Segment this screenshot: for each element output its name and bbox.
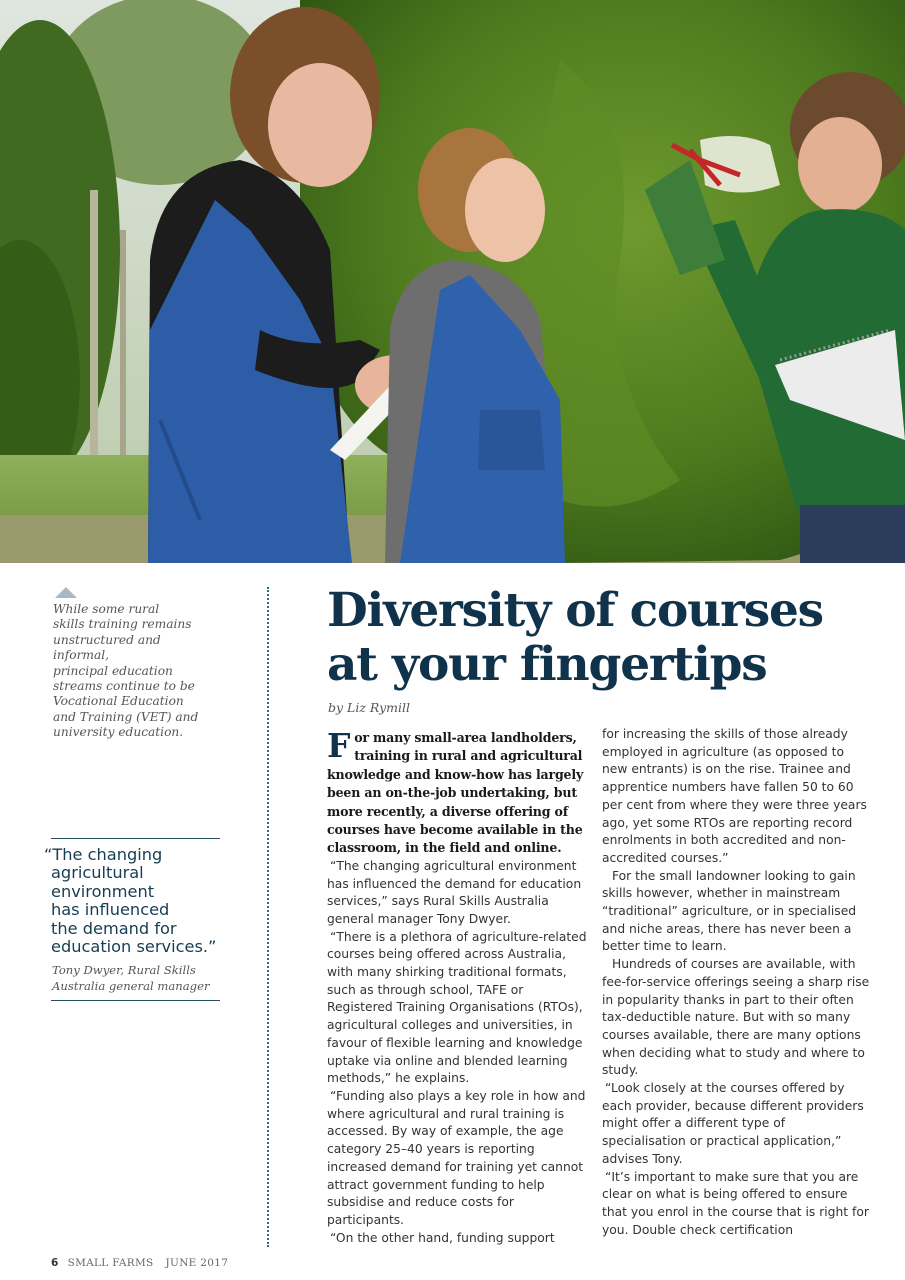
headline-line: Diversity of courses (327, 583, 823, 638)
body-paragraph: “On the other hand, funding support (330, 1230, 555, 1245)
caption-line: While some rural (53, 602, 160, 616)
attribution-line: Australia general manager (52, 978, 210, 993)
pullquote-line: “The changing (44, 845, 163, 864)
article-column-1 (327, 726, 587, 1247)
magazine-name: SMALL FARMS (67, 1257, 154, 1269)
body-paragraph: “It’s important to make sure that you are clear on what is being offered to ensure that you enrol in the course that is right for you. Double check certification (602, 1169, 869, 1237)
issue-date: JUNE 2017 (165, 1257, 229, 1269)
headline-line: at your fingertips (327, 637, 767, 692)
byline: by Liz Rymill (328, 700, 410, 715)
caption-line: university education. (53, 725, 184, 740)
page-number: 6 (51, 1257, 59, 1269)
caption-line: skills training remains (53, 617, 192, 632)
photo-illustration-icon (0, 0, 905, 563)
body-paragraph: “Funding also plays a key role in how and where agricultural and rural training is accessed. By way of example, the age category 25–40 years is reporting increased demand for training yet cannot attract government funding to help subsidise and reduce costs for participants. (327, 1088, 586, 1227)
column-divider (267, 587, 269, 1247)
hero-photo (0, 0, 905, 563)
pullquote (44, 846, 234, 956)
pullquote-bottom-rule (51, 1000, 220, 1001)
body-paragraph: “There is a plethora of agriculture-related courses being offered across Australia, with many shirking traditional formats, such as through school, TAFE or Registered Training Organisations (RTOs), agricultural colleges and universities, in favour of flexible learning and knowledge uptake via online and blended learning methods,” he explains. (327, 929, 587, 1086)
attribution-line: Tony Dwyer, Rural Skills (52, 963, 196, 977)
body-paragraph: “The changing agricultural environment has influenced the demand for education services,” says Rural Skills Australia general manager Tony Dwyer. (327, 858, 582, 926)
caption-line: principal education (53, 663, 173, 678)
pullquote-line: education services.” (51, 937, 217, 957)
body-paragraph: for increasing the skills of those already employed in agriculture (as opposed to new entrants) is on the rise. Trainee and apprentice numbers have fallen 50 to 60 per cent from where they were three years ago, yet some RTOs are reporting record enrolments in both accredited and non-accredited courses.” (602, 727, 867, 865)
caption-line: unstructured and informal, (53, 632, 161, 663)
pullquote-line: the demand for (51, 918, 177, 938)
caption-line: and Training (VET) and (53, 709, 199, 724)
body-paragraph: “Look closely at the courses offered by each provider, because different providers might offer a different type of specialisation or practical application,” advises Tony. (602, 1081, 864, 1166)
caption-pointer-icon (55, 587, 77, 598)
pullquote-line: environment (51, 881, 155, 901)
article-headline (327, 584, 887, 692)
pullquote-attribution (52, 963, 217, 994)
drop-cap: F (327, 726, 351, 765)
pullquote-line: has influenced (51, 900, 170, 920)
article-column-2 (602, 726, 870, 1239)
body-paragraph: Hundreds of courses are available, with fee-for-service offerings seeing a sharp rise in popularity thanks in part to their often tax-deductible nature. But with so many courses available, there are many options when deciding what to study and where to study. (602, 957, 870, 1078)
caption-line: Vocational Education (53, 694, 184, 709)
intro-text: or many small-area landholders, training in rural and agricultural knowledge and know-how has largely been an on-the-job undertaking, but more recently, a diverse offering of courses have become available in the classroom, in the field and online. (327, 730, 584, 856)
intro-paragraph (327, 726, 587, 858)
caption-line: streams continue to be (53, 679, 195, 694)
body-paragraph: For the small landowner looking to gain skills however, whether in mainstream “traditional” agriculture, or in specialised and niche areas, there has never been a better time to learn. (602, 868, 857, 954)
photo-caption (53, 602, 218, 741)
pullquote-line: agricultural (51, 863, 144, 883)
pullquote-top-rule (51, 838, 220, 839)
page-footer (51, 1257, 228, 1269)
